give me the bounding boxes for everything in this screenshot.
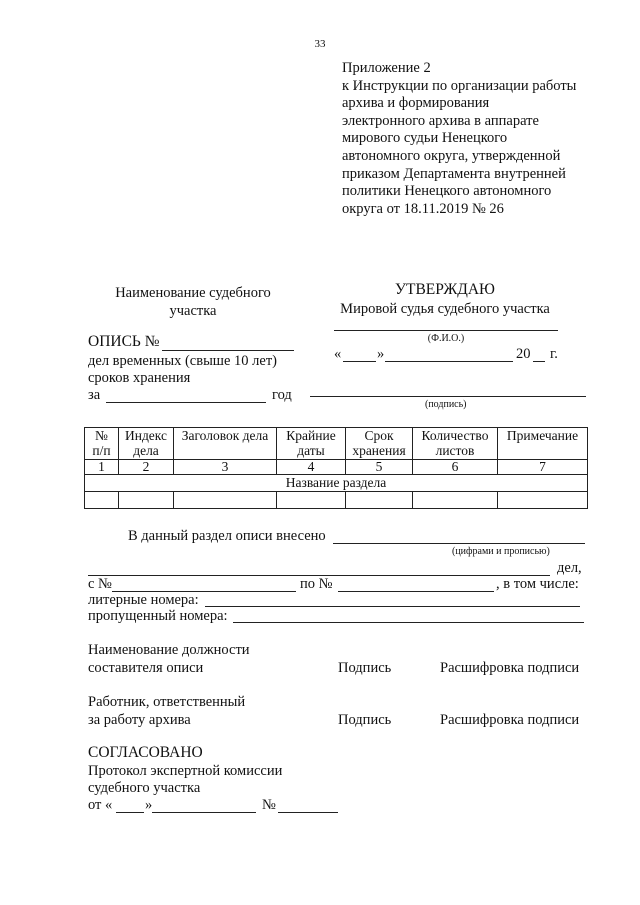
appendix-line: приказом Департамента внутренней bbox=[342, 165, 566, 182]
header-cell: Индекс дела bbox=[119, 428, 174, 460]
agreed-quote-close: » bbox=[145, 797, 153, 813]
page-number: 33 bbox=[314, 38, 326, 50]
table-cell bbox=[346, 492, 413, 509]
to-number-line bbox=[338, 591, 494, 592]
header-cell: Примечание bbox=[498, 428, 588, 460]
agreed-number-line bbox=[278, 812, 338, 813]
table-cell bbox=[174, 492, 277, 509]
entered-label: В данный раздел описи внесено bbox=[128, 528, 326, 544]
header-cell: Срок хранения bbox=[346, 428, 413, 460]
archivist-signature-label: Подпись bbox=[338, 712, 392, 728]
appendix-block bbox=[342, 60, 576, 218]
appendix-line: Приложение 2 bbox=[342, 60, 431, 76]
archivist-line2: за работу архива bbox=[88, 712, 191, 728]
archivist-line1: Работник, ответственный bbox=[88, 694, 246, 710]
compiler-signature-label: Подпись bbox=[338, 660, 392, 676]
to-number-label: по № bbox=[300, 576, 333, 592]
date-month-line bbox=[385, 361, 513, 362]
appendix-line: электронного архива в аппарате bbox=[342, 112, 539, 129]
letter-numbers-line bbox=[205, 606, 580, 607]
section-title-cell: Название раздела bbox=[85, 475, 588, 492]
table-row bbox=[85, 492, 588, 509]
approve-title: УТВЕРЖДАЮ bbox=[395, 281, 495, 298]
fio-label: (Ф.И.О.) bbox=[427, 333, 465, 344]
agreed-month-line bbox=[152, 812, 256, 813]
number-cell: 2 bbox=[119, 460, 174, 475]
date-day-line bbox=[343, 361, 376, 362]
table-cell bbox=[85, 492, 119, 509]
number-cell: 5 bbox=[346, 460, 413, 475]
table-cell bbox=[119, 492, 174, 509]
header-cell: Крайние даты bbox=[277, 428, 346, 460]
compiler-decode-label: Расшифровка подписи bbox=[440, 660, 580, 676]
number-cell: 4 bbox=[277, 460, 346, 475]
inventory-line3: сроков хранения bbox=[88, 370, 191, 386]
approve-signature-line bbox=[310, 396, 586, 397]
inventory-number-line bbox=[162, 350, 294, 351]
year-line bbox=[533, 361, 545, 362]
court-section-name: Наименование судебного участка bbox=[115, 285, 271, 319]
agreed-day-line bbox=[116, 812, 144, 813]
appendix-line: округа от 18.11.2019 № 26 bbox=[342, 200, 504, 217]
agreed-number-label: № bbox=[262, 797, 276, 813]
number-cell: 3 bbox=[174, 460, 277, 475]
table-cell bbox=[277, 492, 346, 509]
header-cell: Количество листов bbox=[413, 428, 498, 460]
fio-line bbox=[334, 330, 558, 331]
inventory-table bbox=[84, 427, 588, 509]
archivist-decode-label: Расшифровка подписи bbox=[440, 712, 580, 728]
year-suffix: г. bbox=[550, 346, 558, 362]
inventory-title: ОПИСЬ № bbox=[88, 333, 160, 350]
number-cell: 7 bbox=[498, 460, 588, 475]
table-section-row bbox=[85, 475, 588, 492]
number-cell: 1 bbox=[85, 460, 119, 475]
including-label: , в том числе: bbox=[496, 576, 579, 592]
inventory-year-label: год bbox=[272, 387, 292, 403]
table-number-row bbox=[85, 460, 588, 475]
agreed-from-label: от « bbox=[88, 797, 113, 813]
signature-label: (подпись) bbox=[425, 399, 467, 410]
figures-words-label: (цифрами и прописью) bbox=[452, 546, 550, 557]
letter-numbers-label: литерные номера: bbox=[88, 592, 199, 608]
from-number-label: с № bbox=[88, 576, 112, 592]
compiler-position-line2: составителя описи bbox=[88, 660, 204, 676]
table-cell bbox=[498, 492, 588, 509]
table-header-row bbox=[85, 428, 588, 460]
date-quote-open: « bbox=[334, 346, 342, 362]
year-prefix: 20 bbox=[516, 346, 531, 362]
inventory-line2: дел временных (свыше 10 лет) bbox=[88, 353, 277, 369]
inventory-for-label: за bbox=[88, 387, 101, 403]
missing-numbers-label: пропущенный номера: bbox=[88, 608, 228, 624]
number-cell: 6 bbox=[413, 460, 498, 475]
date-quote-close: » bbox=[377, 346, 385, 362]
compiler-position-line1: Наименование должности bbox=[88, 642, 250, 658]
agreed-line2: судебного участка bbox=[88, 780, 201, 796]
appendix-line: архива и формирования bbox=[342, 95, 490, 112]
appendix-line: к Инструкции по организации работы bbox=[342, 77, 577, 94]
agreed-title: СОГЛАСОВАНО bbox=[88, 744, 203, 761]
entered-line bbox=[333, 543, 585, 544]
appendix-line: мирового судьи Ненецкого bbox=[342, 130, 508, 147]
appendix-line: автономного округа, утвержденной bbox=[342, 147, 561, 164]
inventory-year-line bbox=[106, 402, 266, 403]
agreed-line1: Протокол экспертной комиссии bbox=[88, 763, 283, 779]
cases-label: дел, bbox=[557, 560, 582, 576]
header-cell: Заголовок дела bbox=[174, 428, 277, 460]
approve-subtitle: Мировой судья судебного участка bbox=[340, 301, 550, 317]
header-cell: № п/п bbox=[85, 428, 119, 460]
table-cell bbox=[413, 492, 498, 509]
missing-numbers-line bbox=[233, 622, 584, 623]
appendix-line: политики Ненецкого автономного bbox=[342, 183, 552, 200]
